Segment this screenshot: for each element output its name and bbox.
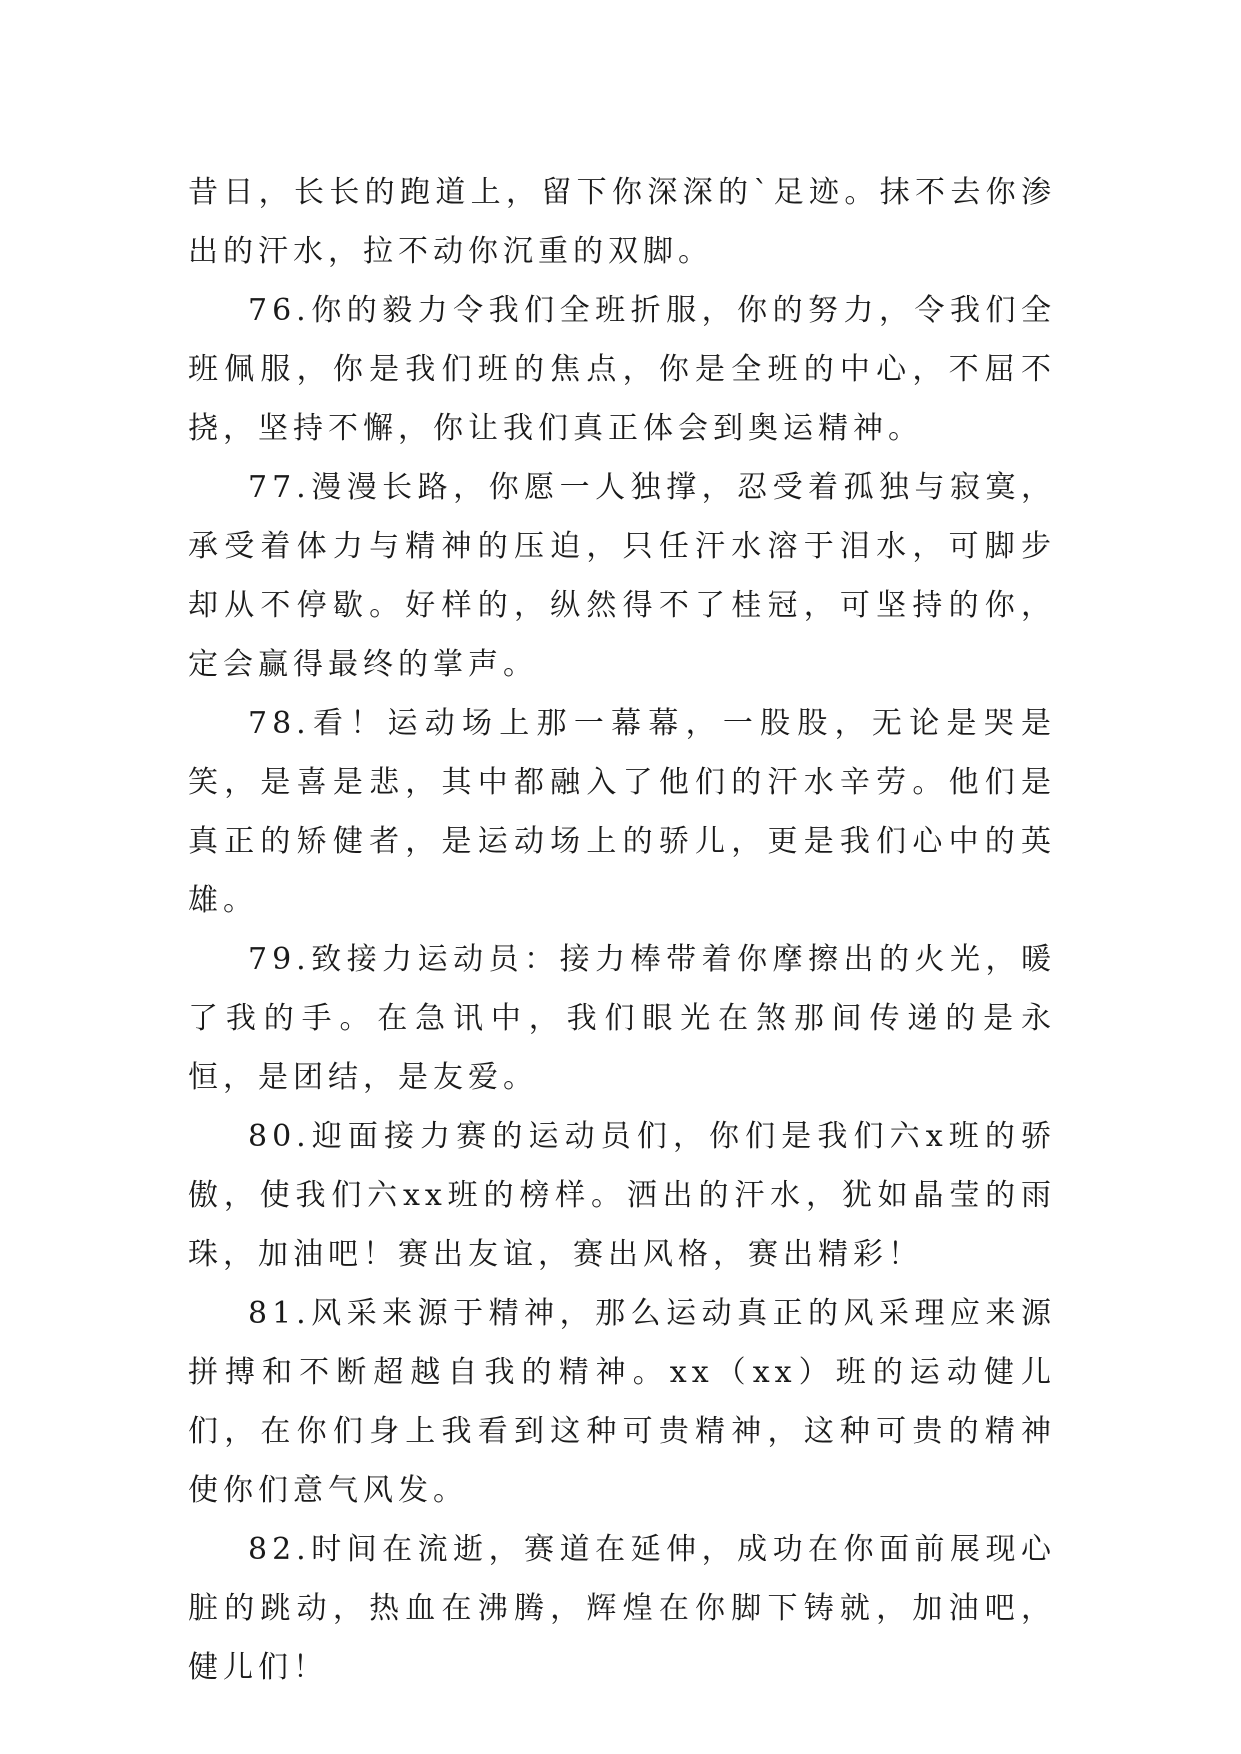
paragraph-80: 80.迎面接力赛的运动员们，你们是我们六x班的骄傲，使我们六xx班的榜样。洒出的汗水，犹如晶莹的雨珠，加油吧！赛出友谊，赛出风格，赛出精彩！ (188, 1119, 1056, 1272)
paragraph-79: 79.致接力运动员：接力棒带着你摩擦出的火光，暖了我的手。在急讯中，我们眼光在煞那间传递的是永恒，是团结，是友爱。 (188, 942, 1056, 1095)
paragraph-82: 82.时间在流逝，赛道在延伸，成功在你面前展现心脏的跳动，热血在沸腾，辉煌在你脚下铸就，加油吧，健儿们！ (188, 1532, 1056, 1685)
document-body (188, 163, 1056, 1697)
paragraph-77: 77.漫漫长路，你愿一人独撑，忍受着孤独与寂寞，承受着体力与精神的压迫，只任汗水溶于泪水，可脚步却从不停歇。好样的，纵然得不了桂冠，可坚持的你，定会赢得最终的掌声。 (188, 470, 1056, 682)
paragraph-76: 76.你的毅力令我们全班折服，你的努力，令我们全班佩服，你是我们班的焦点，你是全班的中心，不屈不挠，坚持不懈，你让我们真正体会到奥运精神。 (188, 293, 1056, 446)
paragraph-81: 81.风采来源于精神，那么运动真正的风采理应来源拼搏和不断超越自我的精神。xx（xx）班的运动健儿们，在你们身上我看到这种可贵精神，这种可贵的精神使你们意气风发。 (188, 1296, 1056, 1508)
paragraph-continuation: 昔日，长长的跑道上，留下你深深的`足迹。抹不去你渗出的汗水，拉不动你沉重的双脚。 (188, 175, 1056, 269)
paragraph-78: 78.看！运动场上那一幕幕，一股股，无论是哭是笑，是喜是悲，其中都融入了他们的汗水辛劳。他们是真正的矫健者，是运动场上的骄儿，更是我们心中的英雄。 (188, 706, 1056, 918)
